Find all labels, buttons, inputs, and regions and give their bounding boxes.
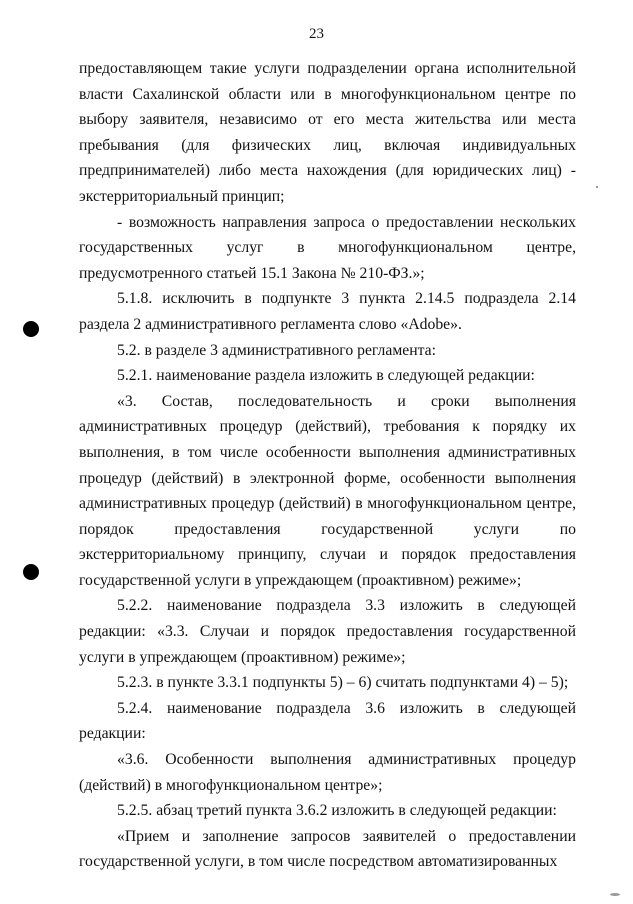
punch-hole-bottom xyxy=(23,564,39,580)
paragraph: «3.6. Особенности выполнения административных процедур (действий) в многофункциональном центре»; xyxy=(79,751,576,794)
document-body xyxy=(79,56,576,875)
paragraph: 5.2.3. в пункте 3.3.1 подпункты 5) – 6) считать подпунктами 4) – 5); xyxy=(117,674,569,692)
paragraph: 5.2.1. наименование раздела изложить в следующей редакции: xyxy=(117,367,535,385)
paragraph: «Прием и заполнение запросов заявителей о предоставлении государственной услуги, в том числе посредством автоматизированных xyxy=(79,827,576,871)
paragraph: 5.1.8. исключить в подпункте 3 пункта 2.14.5 подраздела 2.14 раздела 2 административного регламента слово «Adobe». xyxy=(79,290,576,333)
paragraph: 5.2. в разделе 3 административного регламента: xyxy=(117,341,436,359)
paragraph: 5.2.4. наименование подраздела 3.6 изложить в следующей редакции: xyxy=(79,699,576,743)
paragraph: предоставляющем такие услуги подразделении органа исполнительной власти Сахалинской области или в многофункциональном центре по выбору заявителя, независимо от его места жительства или места пребывания (для физических лиц, включая индивидуальных предпринимателей) либо места нахождения (для юридических лиц) - экстерриториальный принцип; xyxy=(79,60,576,205)
paragraph: 5.2.2. наименование подраздела 3.3 изложить в следующей редакции: «3.3. Случаи и порядок предоставления государственной услуги в упреждающем (проактивном) режиме»; xyxy=(79,597,576,666)
page-number: 23 xyxy=(309,26,324,42)
paragraph: «3. Состав, последовательность и сроки выполнения административных процедур (действий), требования к порядку их выполнения, в том числе особенности выполнения административных процедур (действий) в электронной форме, особенности выполнения административных процедур (действий) в многофункциональном центре, порядок предоставления государственной услуги по экстерриториальному принципу, случаи и порядок предоставления государственной услуги в упреждающем (проактивном) режиме»; xyxy=(79,392,576,589)
scan-speck xyxy=(596,186,598,188)
scan-speck xyxy=(610,893,620,896)
paragraph: - возможность направления запроса о предоставлении нескольких государственных услуг в многофункциональном центре, предусмотренного статьей 15.1 Закона № 210-ФЗ.»; xyxy=(79,213,576,282)
paragraph: 5.2.5. абзац третий пункта 3.6.2 изложить в следующей редакции: xyxy=(117,802,557,820)
punch-hole-top xyxy=(23,321,39,337)
